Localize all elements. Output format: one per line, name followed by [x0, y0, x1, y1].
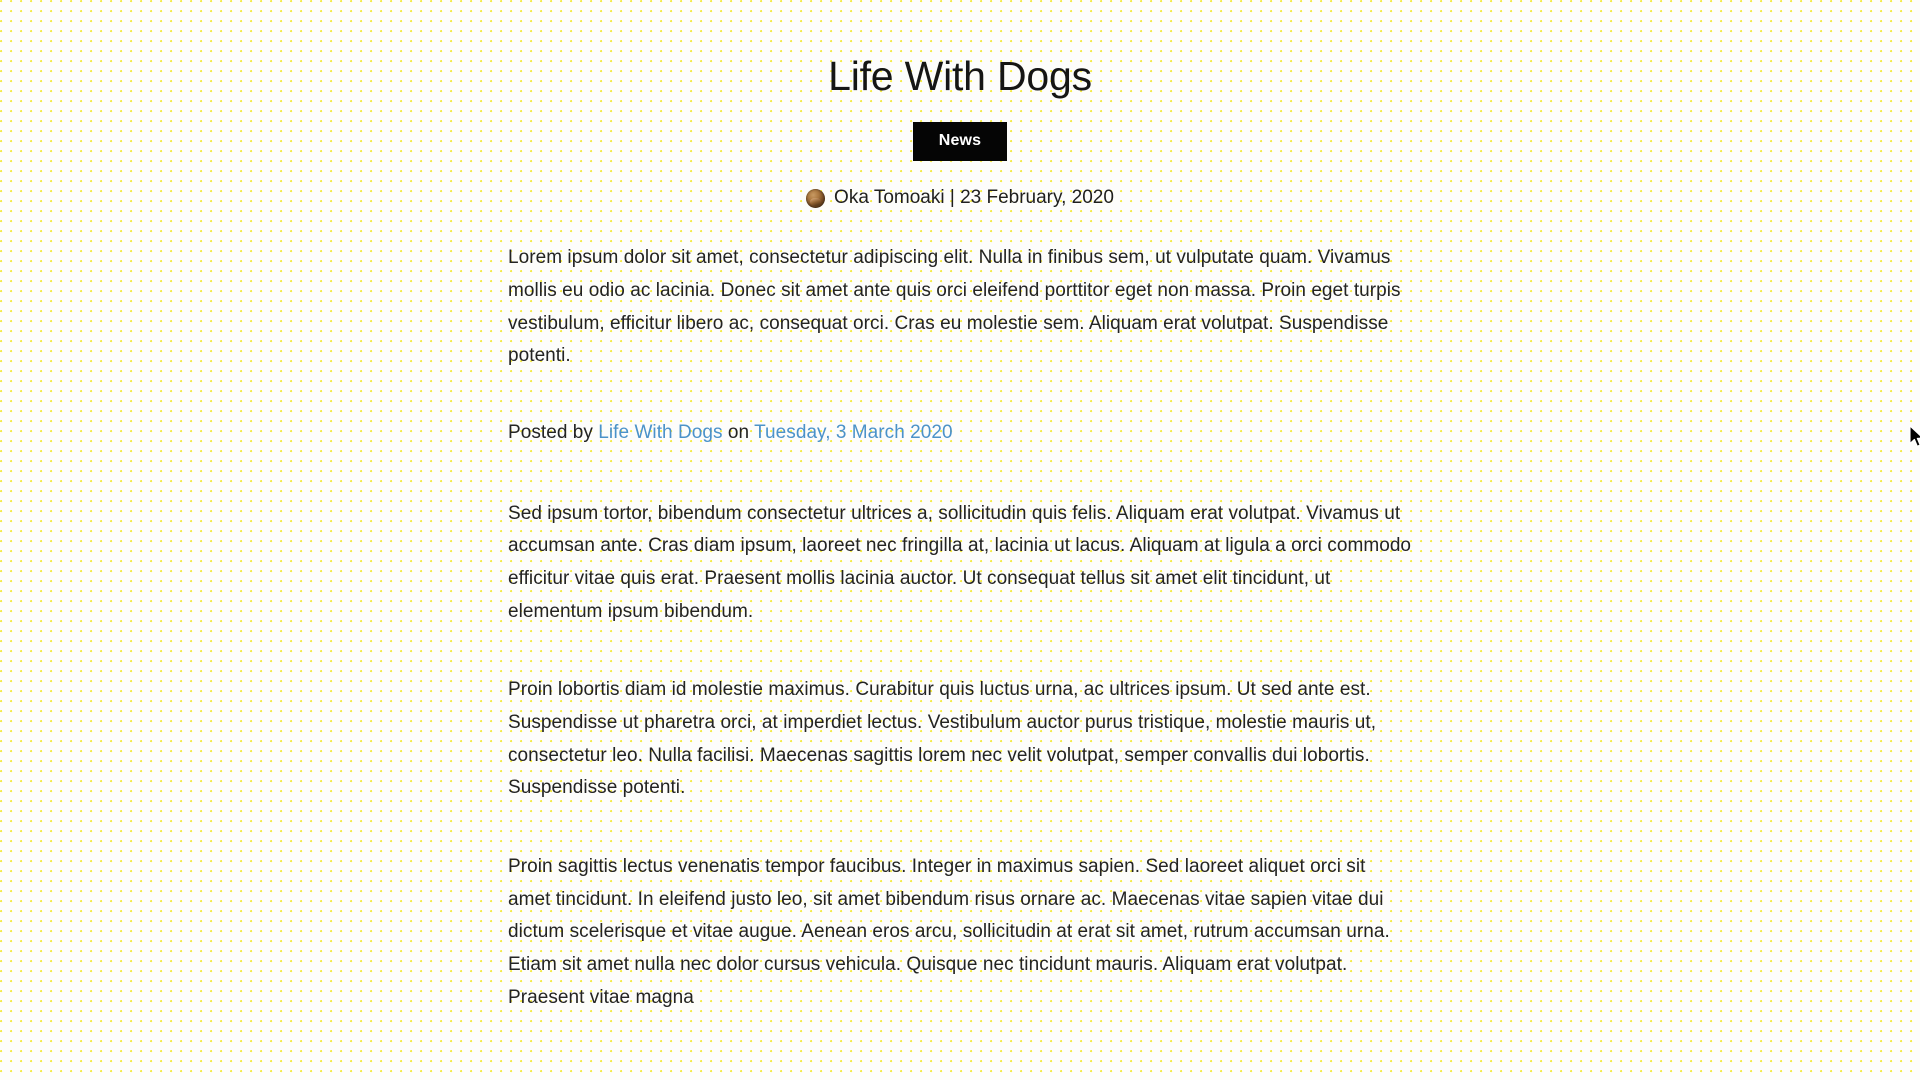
paragraph-1: Lorem ipsum dolor sit amet, consectetur adipiscing elit. Nulla in finibus sem, ut vulputate quam. Vivamus mollis eu odio ac lacinia. Donec sit amet ante quis orci eleifend porttitor eget non massa. Proin eget turpis vestibulum, efficitur libero ac, consequat orci. Cras eu molestie sem. Aliquam erat volutpat. Suspendisse potenti.	[508, 247, 1401, 367]
byline	[0, 187, 1920, 210]
category-row	[0, 122, 1920, 161]
avatar	[806, 189, 825, 208]
page-title: Life With Dogs	[828, 53, 1092, 99]
posted-by-middle: on	[722, 421, 755, 443]
posted-by-date-link[interactable]: Tuesday, 3 March 2020	[754, 421, 953, 443]
category-badge-news[interactable]: News	[913, 122, 1008, 161]
paragraph-4: Proin sagittis lectus venenatis tempor faucibus. Integer in maximus sapien. Sed laoreet aliquet orci sit amet tincidunt. In eleifend justo leo, sit amet bibendum risus ornare ac. Maecenas vitae sapien vitae dui dictum scelerisque et vitae augue. Aenean eros arcu, sollicitudin at erat sit amet, rutrum accumsan urna. Etiam sit amet nulla nec dolor cursus vehicula. Quisque nec tincidunt mauris. Aliquam erat volutpat. Praesent vitae magna	[508, 855, 1390, 1008]
post-content	[508, 242, 1412, 1014]
byline-text: Oka Tomoaki | 23 February, 2020	[834, 187, 1114, 209]
posted-by-source-link[interactable]: Life With Dogs	[598, 421, 723, 443]
paragraph-3: Proin lobortis diam id molestie maximus. Curabitur quis luctus urna, ac ultrices ipsum. Ut sed ante est. Suspendisse ut pharetra orci, at imperdiet lectus. Vestibulum auctor purus tristique, molestie mauris ut, consectetur leo. Nulla facilisi. Maecenas sagittis lorem nec velit volutpat, semper convallis dui lobortis. Suspendisse potenti.	[508, 679, 1377, 799]
paragraph-2: Sed ipsum tortor, bibendum consectetur ultrices a, sollicitudin quis felis. Aliquam erat volutpat. Vivamus ut accumsan ante. Cras diam ipsum, laoreet nec fringilla at, lacinia ut lacus. Aliquam at ligula a orci commodo efficitur vitae quis erat. Praesent mollis lacinia auctor. Ut consequat tellus sit amet elit tincidunt, ut elementum ipsum bibendum.	[508, 502, 1412, 622]
posted-by-line	[508, 417, 1412, 450]
posted-by-prefix: Posted by	[508, 421, 599, 443]
